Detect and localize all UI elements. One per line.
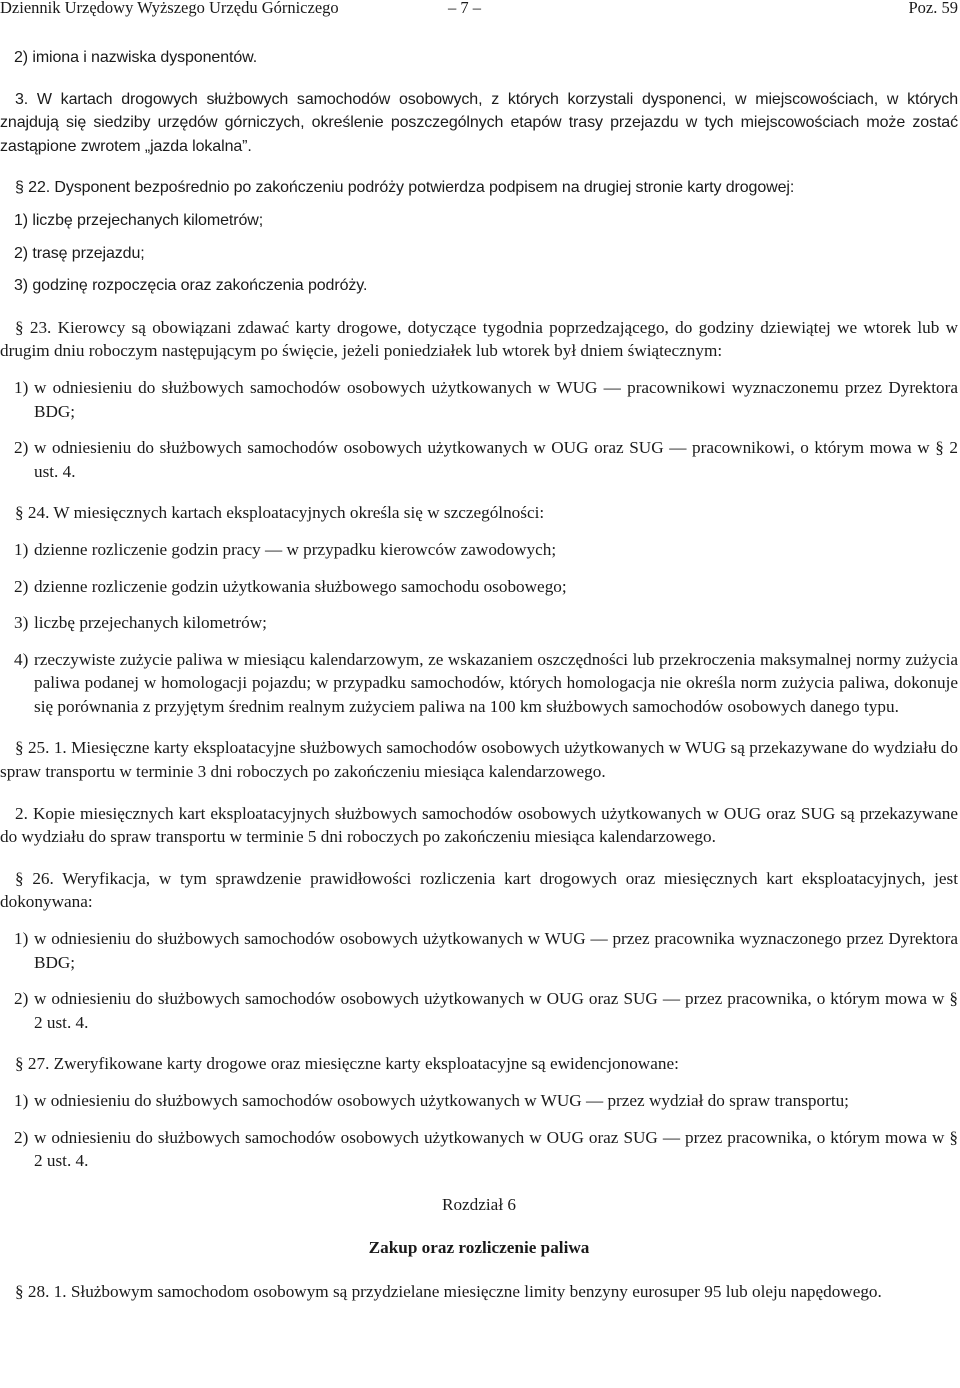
list-text: w odniesieniu do służbowych samochodów osobowych użytkowanych w WUG — pracownikowi wyznaczonemu przez Dyrektora BDG; [34,377,958,421]
list-text: w odniesieniu do służbowych samochodów osobowych użytkowanych w WUG — przez wydział do spraw transportu; [34,1091,849,1110]
list-number: 3) [14,613,29,633]
paragraph-section-22: § 22. Dysponent bezpośrednio po zakończeniu podróży potwierdza podpisem na drugiej stronie karty drogowej: [15,179,795,197]
list-number: 1) [14,377,29,397]
list-text: dzienne rozliczenie godzin pracy — w przypadku kierowców zawodowych; [34,539,557,559]
list-item: 2) imiona i nazwiska dysponentów. [14,49,258,66]
paragraph: 3. W kartach drogowych służbowych samochodów osobowych, z których korzystali dysponenci, w miejscowościach, w których znajdują się siedziby urzędów górniczych, określenie poszczególnych etapów trasy przejazdu w tych miejscowościach może zostać zastąpione zwrotem „jazda lokalna”. [0,90,958,155]
page-header [0,0,960,24]
list-number: 2) [14,576,29,596]
list-item [0,376,958,423]
list-item [0,1126,958,1173]
paragraph-section-24: § 24. W miesięcznych kartach eksploatacyjnych określa się w szczególności: [15,503,545,523]
paragraph-section-27: § 27. Zweryfikowane karty drogowe oraz miesięczne karty eksploatacyjne są ewidencjonowane: [15,1054,679,1074]
chapter-title: Zakup oraz rozliczenie paliwa [368,1238,590,1258]
list-text: liczbę przejechanych kilometrów; [34,613,267,633]
page-number: – 7 – [448,0,481,17]
list-number: 4) [14,649,29,669]
list-number: 2) [14,438,29,458]
list-text: w odniesieniu do służbowych samochodów osobowych użytkowanych w OUG oraz SUG — pracownikowi, o którym mowa w § 2 ust. 4. [34,438,958,481]
list-item [0,927,958,974]
paragraph: 2. Kopie miesięcznych kart eksploatacyjnych służbowych samochodów osobowych użytkowanych w OUG oraz SUG są przekazywane do wydziału do spraw transportu w terminie 5 dni roboczych po zakończeniu miesiąca kalendarzowego. [0,803,958,847]
list-item [0,1089,958,1113]
list-text: w odniesieniu do służbowych samochodów osobowych użytkowanych w OUG oraz SUG — przez pracownika, o którym mowa w § 2 ust. 4. [34,989,958,1032]
list-text: w odniesieniu do służbowych samochodów osobowych użytkowanych w WUG — przez pracownika wyznaczonego przez Dyrektora BDG; [34,929,958,972]
journal-title: Dziennik Urzędowy Wyższego Urzędu Górniczego [0,0,339,17]
document-body [0,46,958,1304]
chapter-heading: Rozdział 6 [442,1194,516,1214]
paragraph-section-25: § 25. 1. Miesięczne karty eksploatacyjne służbowych samochodów osobowych użytkowanych w WUG są przekazywane do wydziału do spraw transportu w terminie 3 dni roboczych po zakończeniu miesiąca kalendarzowego. [0,738,958,782]
list-item: 1) liczbę przejechanych kilometrów; [14,211,264,229]
list-item [0,987,958,1034]
list-item [0,538,958,562]
list-number: 2) [14,989,29,1009]
list-item [0,611,958,635]
list-number: 2) [14,1127,29,1147]
list-number: 1) [14,539,29,559]
paragraph-section-23: § 23. Kierowcy są obowiązani zdawać karty drogowe, dotyczące tygodnia poprzedzającego, do godziny dziewiątej we wtorek lub w drugim dniu roboczym następującym po święcie, jeżeli poniedziałek lub wtorek był dniem świątecznym: [0,317,958,361]
list-item: 3) godzinę rozpoczęcia oraz zakończenia podróży. [14,277,368,295]
paragraph-section-28: § 28. 1. Służbowym samochodom osobowym są przydzielane miesięczne limity benzyny eurosuper 95 lub oleju napędowego. [15,1281,882,1301]
paragraph-section-26: § 26. Weryfikacja, w tym sprawdzenie prawidłowości rozliczenia kart drogowych oraz miesięcznych kart eksploatacyjnych, jest dokonywana: [0,868,958,912]
list-number: 1) [14,1091,29,1110]
list-item [0,648,958,719]
list-item [0,575,958,599]
list-item: 2) trasę przejazdu; [14,244,145,262]
list-text: rzeczywiste zużycie paliwa w miesiącu kalendarzowym, ze wskazaniem oszczędności lub przekroczenia maksymalnej normy zużycia paliwa podanej w homologacji pojazdu; w przypadku samochodów, których homologacja nie określa norm zużycia paliwa, dokonuje się porównania z przyjętym średnim realnym zużyciem paliwa na 100 km służbowych samochodów osobowych danego typu. [34,649,958,716]
list-number: 1) [14,929,29,949]
position-number: Poz. 59 [908,0,958,17]
list-text: dzienne rozliczenie godzin użytkowania służbowego samochodu osobowego; [34,576,567,596]
list-item [0,436,958,483]
list-text: w odniesieniu do służbowych samochodów osobowych użytkowanych w OUG oraz SUG — przez pracownika, o którym mowa w § 2 ust. 4. [34,1127,958,1171]
